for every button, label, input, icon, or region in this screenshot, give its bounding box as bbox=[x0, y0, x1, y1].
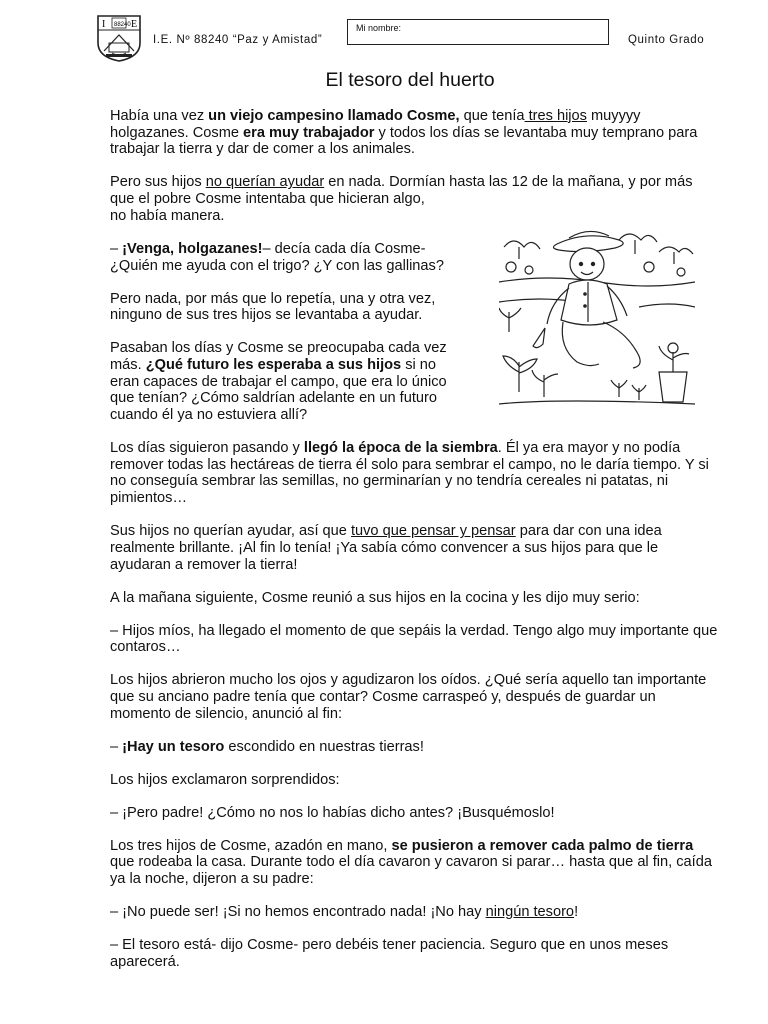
text: Pero sus hijos bbox=[110, 174, 206, 191]
bold-text: ¡Venga, holgazanes! bbox=[122, 240, 263, 257]
paragraph-15 bbox=[110, 904, 720, 921]
paragraph-8: A la mañana siguiente, Cosme reunió a sus hijos en la cocina y les dijo muy serio: bbox=[110, 589, 640, 606]
text: no había manera. bbox=[110, 207, 225, 224]
text: Pasaban los días y Cosme se preocupaba cada vez bbox=[110, 340, 447, 357]
paragraph-12: Los hijos exclamaron sorprendidos: bbox=[110, 771, 340, 788]
paragraph-9: – Hijos míos, ha llegado el momento de que sepáis la verdad. Tengo algo muy importante que contaros… bbox=[110, 622, 718, 656]
text: en nada. Dormían hasta las 12 de la mañana, y por más que el pobre Cosme intentaba que hicieran algo, bbox=[110, 174, 693, 208]
paragraph-5 bbox=[110, 340, 495, 424]
text: si no bbox=[401, 356, 437, 373]
text: eran capaces de trabajar el campo, que era lo único bbox=[110, 373, 447, 390]
text: Pero nada, por más que lo repetía, una y otra vez, bbox=[110, 290, 436, 307]
paragraph-7 bbox=[110, 523, 720, 573]
bold-text: se pusieron a remover cada palmo de tierra bbox=[391, 837, 694, 854]
paragraph-10: Los hijos abrieron mucho los ojos y agudizaron los oídos. ¿Qué sería aquello tan importante que su anciano padre tenía que contar? Cosme carraspeó y, después de guardar un momento de silencio, anunció al fin: bbox=[110, 672, 707, 722]
bold-text: un viejo campesino llamado Cosme, bbox=[208, 108, 460, 124]
paragraph-6 bbox=[110, 440, 720, 507]
text: Los tres hijos de Cosme, azadón en mano, bbox=[110, 837, 392, 854]
bold-text: era muy trabajador bbox=[243, 124, 375, 141]
text: Había una vez bbox=[110, 108, 209, 124]
underlined-text: no querían ayudar bbox=[205, 174, 325, 191]
text: – ¡No puede ser! ¡Si no hemos encontrado nada! ¡No hay bbox=[110, 904, 486, 921]
name-field-label: Mi nombre: bbox=[356, 23, 402, 33]
text: que rodeaba la casa. Durante todo el día cavaron y cavaron si parar… hasta que al fin, caída ya la noche, dijeron a su padre: bbox=[110, 854, 712, 888]
student-name-field[interactable] bbox=[347, 19, 609, 45]
text: – decía cada día Cosme- bbox=[262, 240, 426, 257]
text: para dar con una idea realmente brillante. ¡Al fin lo tenía! ¡Ya sabía cómo convencer a sus hijos para que le ayudaran a remover la tierra! bbox=[110, 523, 662, 573]
paragraph-11 bbox=[110, 739, 720, 756]
bold-text: ¿Qué futuro les esperaba a sus hijos bbox=[145, 356, 402, 373]
story-body bbox=[110, 108, 720, 987]
paragraph-4 bbox=[110, 291, 490, 324]
school-crest-logo bbox=[94, 13, 144, 63]
text: . Él ya era mayor y no podía remover todas las hectáreas de tierra él solo para sembrar el campo, no le daría tiempo. Y si no conseguía sembrar las semillas, no germinarían y no tendría cereales ni patatas, ni pimientos… bbox=[110, 440, 709, 507]
text: – bbox=[110, 240, 123, 257]
svg-text:I: I bbox=[102, 19, 106, 30]
school-name: I.E. Nº 88240 “Paz y Amistad” bbox=[153, 34, 323, 46]
text: ! bbox=[574, 904, 579, 921]
bold-text: ¡Hay un tesoro bbox=[122, 738, 225, 755]
text: que tenía bbox=[459, 108, 525, 124]
paragraph-3 bbox=[110, 241, 490, 274]
paragraph-16: – El tesoro está- dijo Cosme- pero debéis tener paciencia. Seguro que en unos meses aparecerá. bbox=[110, 937, 669, 970]
svg-text:88240: 88240 bbox=[114, 22, 131, 28]
underlined-text: ningún tesoro bbox=[485, 904, 575, 921]
text: y todos los días se levantaba muy temprano para trabajar la tierra y dar de comer a los animales. bbox=[110, 124, 698, 158]
text: Sus hijos no querían ayudar, así que bbox=[110, 523, 351, 540]
text: ninguno de sus tres hijos se levantaba a ayudar. bbox=[110, 307, 423, 324]
text: ¿Quién me ayuda con el trigo? ¿Y con las gallinas? bbox=[110, 257, 444, 274]
story-title: El tesoro del huerto bbox=[325, 69, 495, 91]
text: cuando él ya no estuviera allí? bbox=[110, 407, 308, 424]
text: muyyyy holgazanes. Cosme bbox=[110, 108, 641, 141]
bold-text: llegó la época de la siembra bbox=[303, 440, 498, 457]
text: que tenían? ¿Cómo saldrían adelante en un futuro bbox=[110, 390, 437, 407]
paragraph-13: – ¡Pero padre! ¿Cómo no nos lo habías dicho antes? ¡Busquémoslo! bbox=[110, 804, 555, 821]
paragraph-1 bbox=[110, 108, 720, 158]
text: – bbox=[110, 738, 123, 755]
underlined-text: tres hijos bbox=[524, 108, 587, 124]
svg-text:E: E bbox=[131, 19, 138, 30]
paragraph-14 bbox=[110, 838, 720, 888]
grade-label: Quinto Grado bbox=[628, 34, 705, 46]
underlined-text: tuvo que pensar y pensar bbox=[350, 523, 516, 540]
text: más. bbox=[110, 356, 146, 373]
text: escondido en nuestras tierras! bbox=[224, 738, 424, 755]
text: Los días siguieron pasando y bbox=[110, 440, 304, 457]
paragraph-2 bbox=[110, 174, 710, 224]
